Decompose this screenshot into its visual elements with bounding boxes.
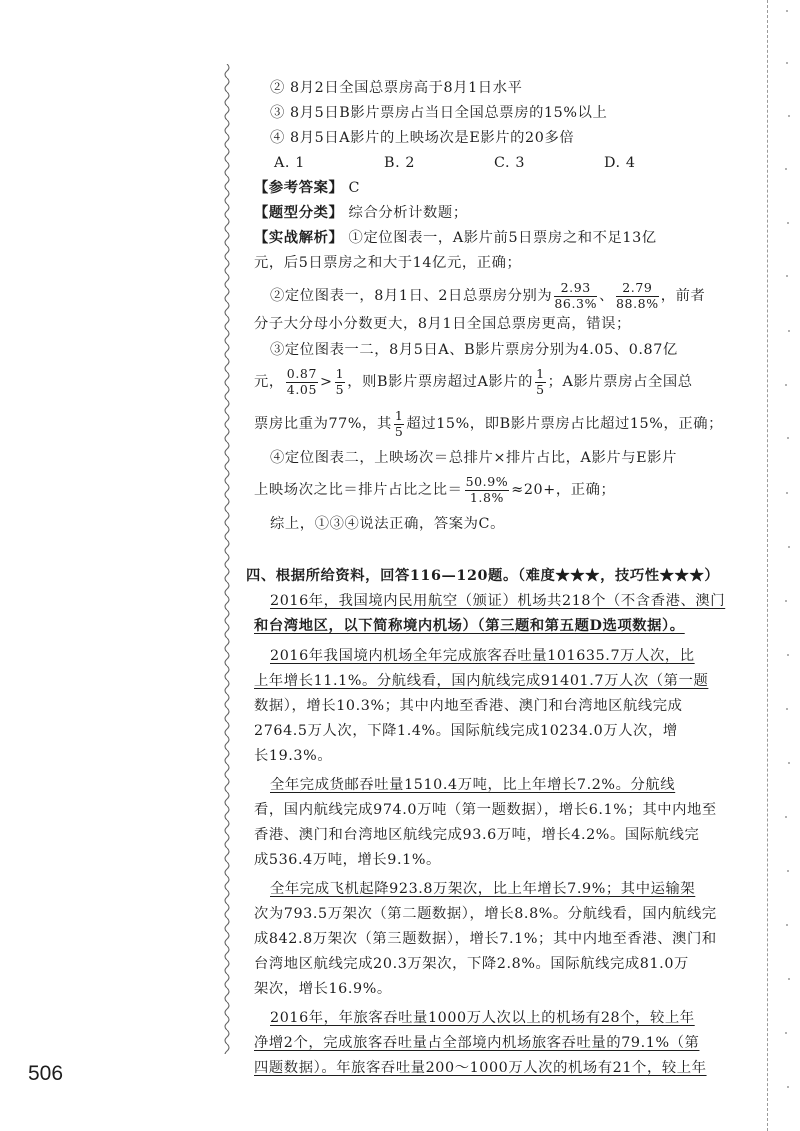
- fraction: $\frac{2.93}{86.3\%}$: [554, 282, 598, 310]
- option-3: ③ 8月5日B影片票房占当日全国总票房的15%以上: [270, 105, 608, 121]
- analysis-line-6: [254, 368, 726, 396]
- margin-dot: [787, 222, 789, 224]
- summary-line: 综上，①③④说法正确，答案为C。: [270, 516, 505, 532]
- answer-choices: [270, 153, 726, 173]
- margin-dot: [788, 115, 790, 117]
- margin-dot: [786, 924, 788, 926]
- paragraph-2-line-4: 2764.5万人次，下降1.4%。国际航线完成10234.0万人次，增: [254, 723, 678, 739]
- fraction: $\frac{2.79}{88.8\%}$: [615, 282, 659, 310]
- type-value: 综合分析计数题；: [348, 205, 468, 221]
- paragraph-4-line-5: 架次，增长16.9%。: [254, 981, 392, 997]
- margin-dot: [788, 546, 790, 548]
- margin-dot: [786, 708, 788, 710]
- analysis-text: ；A影片票房占全国总: [547, 374, 693, 390]
- analysis-text: 票房比重为77%，其: [254, 416, 392, 432]
- margin-dot: [785, 600, 787, 602]
- answer-line: [254, 178, 726, 198]
- margin-dot: [785, 168, 787, 170]
- section-heading: 四、根据所给资料，回答116—120题。（难度★★★，技巧性★★★）: [246, 568, 720, 584]
- paragraph-2-line-5: 长19.3%。: [254, 748, 333, 764]
- type-label: 【题型分类】: [254, 205, 344, 221]
- paragraph-4-line-2: 次为793.5万架次（第二题数据），增长8.8%。分航线看，国内航线完: [254, 906, 717, 922]
- type-line: [254, 203, 726, 223]
- paragraph-4-line-4: 台湾地区航线完成20.3万架次，下降2.8%。国际航线完成81.0万: [254, 956, 689, 972]
- paragraph-4-line-3: 成842.8万架次（第三题数据），增长7.1%；其中内地至香港、澳门和: [254, 931, 717, 947]
- analysis-text: ①定位图表一，A影片前5日票房之和不足13亿: [348, 230, 657, 246]
- left-wavy-margin: [222, 64, 232, 1054]
- paragraph-3-line-1: 全年完成货邮吞吐量1510.4万吨，比上年增长7.2%。分航线: [270, 777, 676, 793]
- choice-d: D. 4: [604, 155, 636, 171]
- margin-dot: [788, 978, 790, 980]
- analysis-line-7: [254, 410, 726, 438]
- paragraph-2-line-1: 2016年我国境内机场全年完成旅客吞吐量101635.7万人次，比: [270, 648, 695, 664]
- analysis-text: ，前者: [660, 288, 706, 304]
- analysis-line-1: [254, 228, 726, 248]
- paragraph-3-line-2: 看，国内航线完成974.0万吨（第一题数据），增长6.1%；其中内地至: [254, 802, 717, 818]
- margin-dot: [786, 62, 788, 64]
- margin-dot: [788, 330, 790, 332]
- paragraph-3-line-3: 香港、澳门和台湾地区航线完成93.6万吨，增长4.2%。国际航线完: [254, 827, 700, 843]
- margin-dot: [787, 870, 789, 872]
- analysis-line-5: ③定位图表一二，8月5日A、B影片票房分别为4.05、0.87亿: [270, 342, 678, 358]
- analysis-text: ≈20+，正确；: [511, 482, 616, 498]
- analysis-line-2: 元，后5日票房之和大于14亿元，正确；: [254, 255, 522, 271]
- analysis-line-3: [270, 282, 726, 310]
- paragraph-1-line-2: 和台湾地区，以下简称境内机场）（第三题和第五题D选项数据）。: [254, 618, 685, 634]
- page-number: 506: [28, 1062, 64, 1085]
- option-4: ④ 8月5日A影片的上映场次是E影片的20多倍: [270, 130, 575, 146]
- margin-dot: [787, 654, 789, 656]
- analysis-label: 【实战解析】: [254, 230, 344, 246]
- margin-dot: [786, 492, 788, 494]
- margin-dot: [785, 1032, 787, 1034]
- choice-c: C. 3: [494, 155, 526, 171]
- paragraph-5-line-2: 净增2个，完成旅客吞吐量占全部境内机场旅客吞吐量的79.1%（第: [254, 1035, 700, 1051]
- margin-dot: [787, 1086, 789, 1088]
- fraction: $\frac{1}{5}$: [394, 410, 404, 438]
- margin-dot: [785, 384, 787, 386]
- answer-value: C: [348, 180, 361, 196]
- analysis-line-4: 分子大分母小分数更大，8月1日全国总票房更高，错误；: [254, 316, 631, 332]
- margin-dot: [787, 437, 789, 439]
- margin-dot: [788, 762, 790, 764]
- analysis-text: 超过15%，即B影片票房占比超过15%，正确；: [406, 416, 724, 432]
- paragraph-1-line-1: 2016年，我国境内民用航空（颁证）机场共218个（不含香港、澳门: [270, 593, 726, 609]
- paragraph-2-line-3: 数据），增长10.3%；其中内地至香港、澳门和台湾地区航线完成: [254, 698, 683, 714]
- binding-cut-line: [767, 0, 768, 1131]
- analysis-line-8: ④定位图表二，上映场次＝总排片×排片占比，A影片与E影片: [270, 450, 677, 466]
- paragraph-3-line-4: 成536.4万吨，增长9.1%。: [254, 852, 441, 868]
- analysis-text: ②定位图表一，8月1日、2日总票房分别为: [270, 288, 553, 304]
- choice-a: A. 1: [274, 155, 305, 171]
- answer-label: 【参考答案】: [254, 180, 344, 196]
- analysis-text: ，则B影片票房超过A影片的: [347, 374, 534, 390]
- paragraph-5-line-1: 2016年，年旅客吞吐量1000万人次以上的机场有28个，较上年: [270, 1010, 695, 1026]
- option-2: ② 8月2日全国总票房高于8月1日水平: [270, 80, 523, 96]
- analysis-line-9: [254, 476, 726, 504]
- analysis-text: 上映场次之比＝排片占比之比＝: [254, 482, 463, 498]
- margin-dot: [786, 275, 788, 277]
- analysis-text: 元，: [254, 374, 284, 390]
- paragraph-2-line-2: 上年增长11.1%。分航线看，国内航线完成91401.7万人次（第一题: [254, 673, 709, 689]
- greater-than-sign: >: [320, 374, 333, 390]
- margin-dot: [785, 816, 787, 818]
- paragraph-5-line-3: 四题数据）。年旅客吞吐量200～1000万人次的机场有21个，较上年: [254, 1060, 707, 1076]
- fraction: $\frac{1}{5}$: [536, 368, 545, 396]
- margin-dot: [786, 10, 788, 12]
- choice-b: B. 2: [384, 155, 416, 171]
- fraction: $\frac{50.9\%}{1.8\%}$: [465, 476, 509, 504]
- fraction: $\frac{0.87}{4.05}$: [286, 368, 318, 396]
- separator: 、: [599, 288, 614, 304]
- fraction: $\frac{1}{5}$: [335, 368, 345, 396]
- paragraph-4-line-1: 全年完成飞机起降923.8万架次，比上年增长7.9%；其中运输架: [270, 881, 696, 897]
